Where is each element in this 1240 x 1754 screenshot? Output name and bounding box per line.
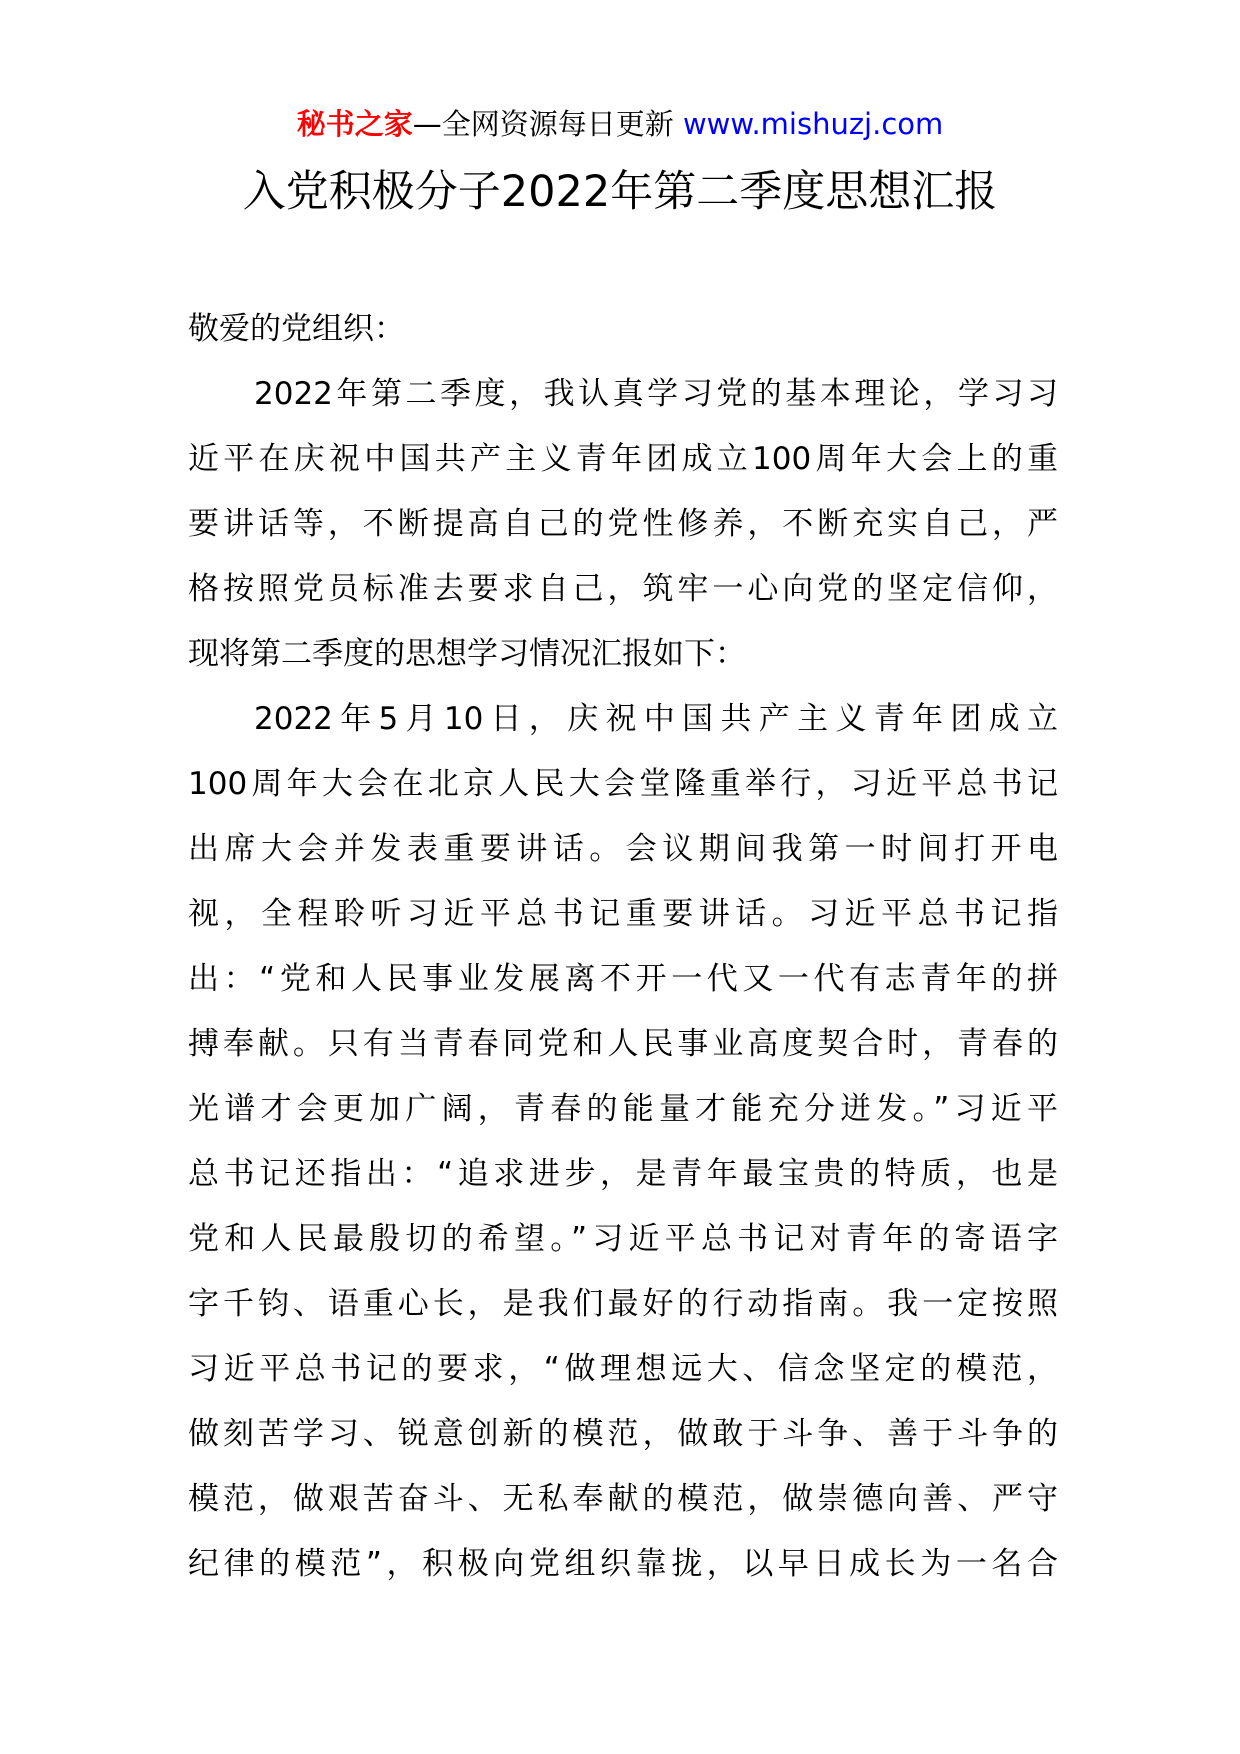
body-line: 现将第二季度的思想学习情况汇报如下：	[188, 636, 746, 672]
body-line: 模范，做艰苦奋斗、无私奉献的模范，做崇德向善、严守	[188, 1481, 1058, 1517]
body-line: 2022年5月10日，庆祝中国共产主义青年团成立	[254, 701, 1058, 737]
document-body	[188, 297, 1058, 1597]
body-line: 做刻苦学习、锐意创新的模范，做敢于斗争、善于斗争的	[188, 1416, 1058, 1452]
body-line: 光谱才会更加广阔，青春的能量才能充分迸发。”习近平	[188, 1091, 1058, 1127]
body-line: 近平在庆祝中国共产主义青年团成立100周年大会上的重	[188, 441, 1058, 477]
body-line: 要讲话等，不断提高自己的党性修养，不断充实自己，严	[188, 506, 1058, 542]
site-url-link[interactable]: www.mishuzj.com	[682, 107, 944, 141]
body-line: 2022年第二季度，我认真学习党的基本理论，学习习	[254, 376, 1058, 412]
body-line: 出席大会并发表重要讲话。会议期间我第一时间打开电	[188, 831, 1058, 867]
body-line: 总书记还指出：“追求进步，是青年最宝贵的特质，也是	[188, 1156, 1058, 1192]
salutation: 敬爱的党组织：	[188, 311, 405, 347]
body-line: 100周年大会在北京人民大会堂隆重举行，习近平总书记	[188, 766, 1058, 802]
site-header	[0, 104, 1240, 144]
body-line: 纪律的模范”，积极向党组织靠拢，以早日成长为一名合	[188, 1546, 1058, 1582]
site-tagline: —全网资源每日更新	[412, 107, 674, 141]
body-line: 字千钧、语重心长，是我们最好的行动指南。我一定按照	[188, 1286, 1058, 1322]
body-line: 出：“党和人民事业发展离不开一代又一代有志青年的拼	[188, 961, 1058, 997]
body-line: 搏奉献。只有当青春同党和人民事业高度契合时，青春的	[188, 1026, 1058, 1062]
document-title: 入党积极分子2022年第二季度思想汇报	[242, 167, 998, 217]
body-line: 格按照党员标准去要求自己，筑牢一心向党的坚定信仰，	[188, 571, 1058, 607]
body-line: 视，全程聆听习近平总书记重要讲话。习近平总书记指	[188, 896, 1058, 932]
site-brand: 秘书之家	[296, 107, 413, 141]
body-line: 党和人民最殷切的希望。”习近平总书记对青年的寄语字	[188, 1221, 1058, 1257]
body-line: 习近平总书记的要求，“做理想远大、信念坚定的模范，	[188, 1351, 1058, 1387]
